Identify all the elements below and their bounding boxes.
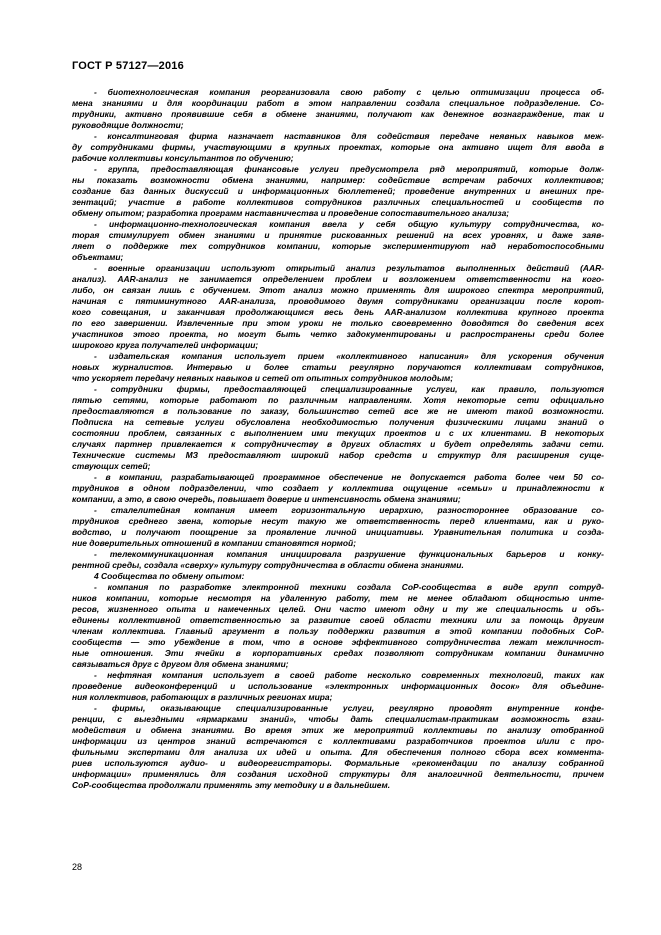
- paragraph-line: сообществ — это убеждение в том, что в основе эффективного сотрудничества лежат межличност-: [72, 637, 604, 647]
- paragraph-line: рабочие коллективы консультантов по обучению;: [72, 153, 294, 163]
- paragraph-line: широкого круга получателей информации;: [72, 340, 259, 350]
- paragraph-line: ные отношения. Эти ячейки в корпоративных средах позволяют сотрудникам компании динамично: [72, 648, 604, 658]
- paragraph-line: информации из центров знаний встречаются с коллективами разработчиков проектов и/или с про-: [72, 736, 604, 746]
- paragraph-line: связываться друг с другом для обмена знаниями;: [72, 659, 289, 669]
- document-body: [72, 87, 604, 791]
- paragraph-line: ду сотрудниками фирмы, участвующими в крупных проектах, которые она активно ищет для ввода в: [72, 142, 604, 152]
- page-header-doc-code: ГОСТ Р 57127—2016: [72, 60, 184, 72]
- paragraph-line: модействия и обмена знаниями. Во время этих же мероприятий коллективы по анализу отобранной: [72, 725, 604, 735]
- paragraph-line: создание баз данных дискуссий и информационных бюллетеней; проведение внутренних и внешних пре-: [72, 186, 604, 196]
- paragraph-line: торая стимулирует обмен знаниями и принятие рискованных решений на всех уровнях, и даже заяв-: [72, 230, 604, 240]
- paragraph-line: проведение видеоконференций и использование «электронных информационных досок» для объедине-: [72, 681, 604, 691]
- paragraph-line: - сотрудники фирмы, предоставляющей специализированные услуги, как правило, пользуются: [94, 384, 604, 394]
- paragraph-line: риев используются аудио- и видеорегистраторы. Формальные «рекомендации по анализу собранной: [72, 758, 604, 768]
- paragraph-line: CoP-сообщества продолжали применять эту методику и в дальнейшем.: [72, 780, 391, 790]
- paragraph-line: ресов, жизненного опыта и намеченных целей. Они часто имеют одну и ту же специальность и объ-: [72, 604, 604, 614]
- paragraph-line: - информационно-технологическая компания ввела у себя общую культуру сотрудничества, ко-: [94, 219, 604, 229]
- paragraph-line: Подписка на сетевые услуги обусловлена необходимостью получения физическими лицами знаний о: [72, 417, 604, 427]
- paragraph-line: - компания по разработке электронной техники создала CoP-сообщества в виде групп сотруд-: [94, 582, 604, 592]
- paragraph-line: 4 Сообщества по обмену опытом:: [94, 571, 245, 581]
- paragraph-line: ников компании, которые несмотря на удаленную работу, тем не менее обладают общностью инте-: [72, 593, 604, 603]
- paragraph-line: - нефтяная компания использует в своей работе несколько современных технологий, таких как: [94, 670, 604, 680]
- paragraph-line: - в компании, разрабатывающей программное обеспечение не допускается работа более чем 50 со-: [94, 472, 604, 482]
- paragraph-line: ния коллективов, работающих в различных регионах мира;: [72, 692, 333, 702]
- paragraph-line: - группа, предоставляющая финансовые услуги предусмотрела ряд мероприятий, которые долж-: [94, 164, 604, 174]
- paragraph-line: предоставляются в пользование по заказу, большинство сетей все же не имеют такой возможности.: [72, 406, 604, 416]
- paragraph-line: анализ). AAR-анализ не занимается определением проблем и возложением ответственности на кого-: [72, 274, 604, 284]
- paragraph-line: мена знаниями и для координации работ в этом направлении создала специальное подразделение. Со-: [72, 98, 604, 108]
- paragraph-line: объектами;: [72, 252, 124, 262]
- paragraph-line: информации» применялись для создания исходной структуры для аналогичной деятельности, причем: [72, 769, 604, 779]
- paragraph-line: - издательская компания использует прием «коллективного написания» для ускорения обучения: [94, 351, 604, 361]
- paragraph-line: ние доверительных отношений в компании становятся нормой;: [72, 538, 357, 548]
- paragraph-line: - биотехнологическая компания реорганизовала свою работу с целью оптимизации процесса об-: [94, 87, 604, 97]
- paragraph-line: либо, он связан лишь с обучением. Этот анализ можно применять для широкого спектра мероприятий,: [72, 285, 604, 295]
- paragraph-line: ляет о поддержке тех сотрудников компании, которые экспериментируют над неработоспособными: [72, 241, 604, 251]
- paragraph-line: трудников в одном подразделении, что создает у коллектива ощущение «семьи» и принадлежности к: [72, 483, 604, 493]
- paragraph-line: обмену опытом; разработка программ наставничества и проведение сопоставительного анализа;: [72, 208, 510, 218]
- paragraph-line: водство, и получают поощрение за проявление личной инициативы. Уравнительная политика и созда-: [72, 527, 604, 537]
- paragraph-line: ны показать возможности обмена знаниями, например: содействие встречам рабочих коллективов;: [72, 175, 604, 185]
- paragraph-line: фильными экспертами для анализа их идей и опыта. Для обеспечения полного сбора всех коммента-: [72, 747, 604, 757]
- paragraph-line: рентной среды, создала «сверху» культуру сотрудничества в области обмена знаниями.: [72, 560, 464, 570]
- paragraph-line: - военные организации используют открытый анализ результатов выполненных действий (AAR-: [94, 263, 604, 273]
- page-number: 28: [72, 862, 83, 872]
- paragraph-line: - фирмы, оказывающие специализированные услуги, регулярно проводят внутренние конфе-: [94, 703, 604, 713]
- paragraph-line: трудников среднего звена, которые несут такую же ответственность перед клиентами, как и руко-: [72, 516, 604, 526]
- paragraph-line: - консалтинговая фирма назначает наставников для содействия передаче неявных навыков меж-: [94, 131, 604, 141]
- paragraph-line: зентаций; участие в работе коллективов сотрудников различных специальностей и сообществ по: [72, 197, 604, 207]
- paragraph-line: по его завершении. Извлеченные при этом уроки не только своевременно доводятся до сведения всех: [72, 318, 604, 328]
- paragraph-line: единены коллективной ответственностью за развитие своей области техники или за помощь другим: [72, 615, 604, 625]
- paragraph-line: что ускоряет передачу неявных навыков и сетей от опытных сотрудников молодым;: [72, 373, 454, 383]
- paragraph-line: - телекоммуникационная компания инициировала разрушение функциональных барьеров и конку-: [94, 549, 604, 559]
- paragraph-line: трудники, активно проявившие себя в обмене знаниями, получают как денежное вознаграждение, так и: [72, 109, 604, 119]
- paragraph-line: - сталелитейная компания имеет горизонтальную иерархию, разностороннее образование со-: [94, 505, 604, 515]
- paragraph-line: ствующих сетей;: [72, 461, 151, 471]
- paragraph-line: кого совещания, и заканчивая продолжающимся весь день AAR-анализом коллектива крупного проекта: [72, 307, 604, 317]
- paragraph-line: новых журналистов. Интервью и более статьи регулярно поручаются коллективам сотрудников,: [72, 362, 604, 372]
- paragraph-line: ренции, с выездными «ярмарками знаний», чтобы дать специалистам-практикам возможность взаи-: [72, 714, 604, 724]
- paragraph-line: членам коллектива. Главный аргумент в пользу поддержки развития в этой компании подобных CoP-: [72, 626, 604, 636]
- paragraph-line: Технические системы МЗ предоставляют широкий набор средств и структур для расширения суще-: [72, 450, 604, 460]
- paragraph-line: случаях партнер привлекается к сотрудничеству в других областях и будет определять задачи сети.: [72, 439, 604, 449]
- paragraph-line: компании, а это, в свою очередь, повышает доверие и интенсивность обмена знаниями;: [72, 494, 461, 504]
- paragraph-line: начиная с пятиминутного AAR-анализа, проводимого двумя сотрудниками организации после корот-: [72, 296, 604, 306]
- paragraph-line: участников этого проекта, но могут быть четко задокументированы и распространены среди более: [72, 329, 604, 339]
- paragraph-line: пятью сетями, которые работают по различным направлениям. Хотя некоторые сети официально: [72, 395, 604, 405]
- paragraph-line: руководящие должности;: [72, 120, 184, 130]
- paragraph-line: состоянии проблем, связанных с выполнением ими текущих проектов и с их клиентами. В некоторых: [72, 428, 604, 438]
